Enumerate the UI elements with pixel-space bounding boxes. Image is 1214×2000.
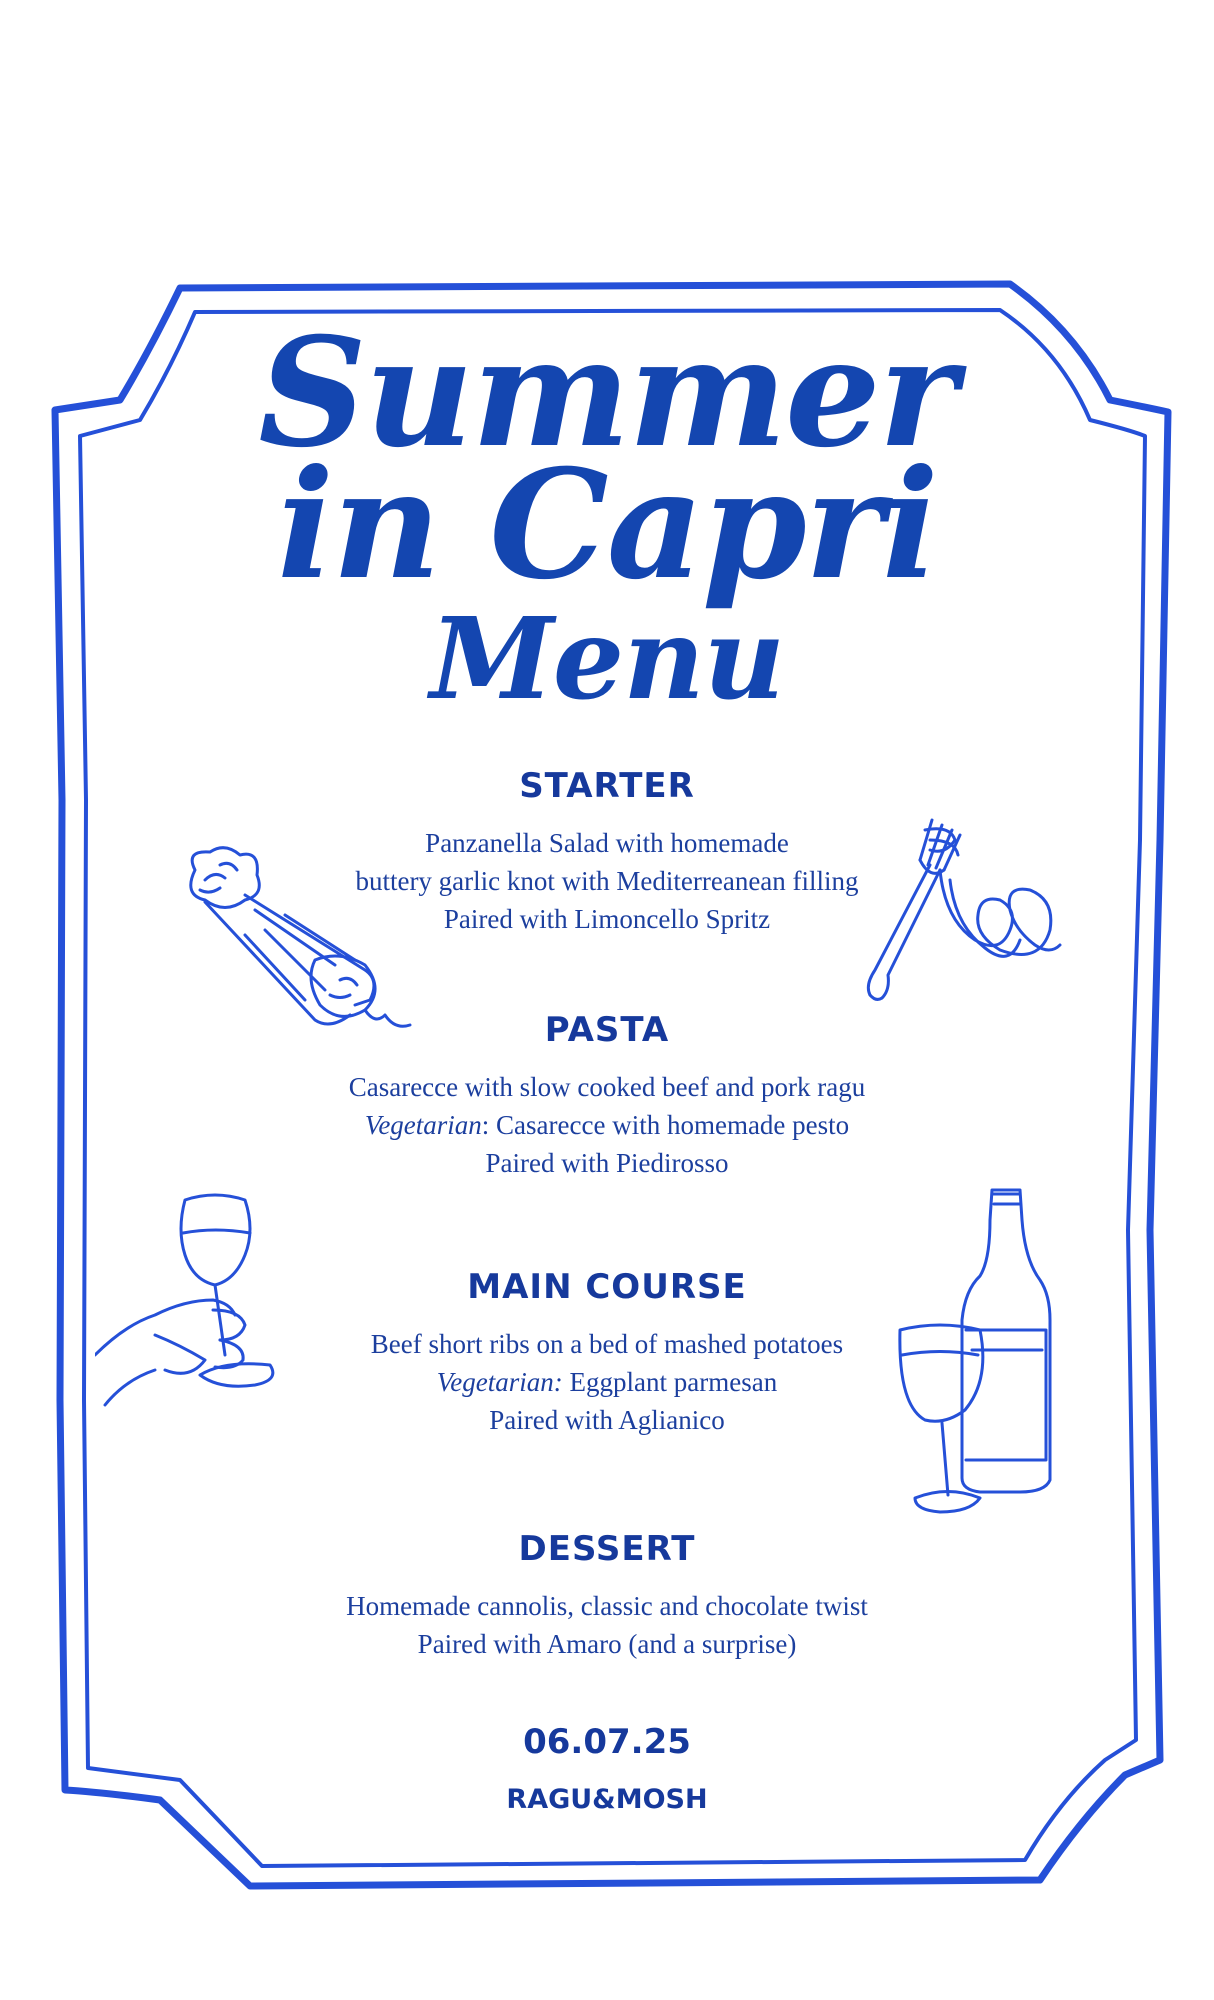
pairing-line: Paired with Limoncello Spritz [443,904,771,934]
vegetarian-text: : Casarecce with homemade pesto [481,1110,850,1140]
menu-item-line: Beef short ribs on a bed of mashed potatoes [370,1329,844,1359]
fork-with-spaghetti-icon [860,770,1100,1010]
pairing-line: Paired with Aglianico [489,1405,725,1435]
hand-holding-wine-glass-icon [95,1185,295,1415]
menu-item-line: Homemade cannolis, classic and chocolate twist [346,1591,868,1621]
menu-item-line: Casarecce with slow cooked beef and pork ragu [348,1072,866,1102]
vegetarian-line [0,1106,1214,1144]
pairing-line: Paired with Piedirosso [485,1148,729,1178]
vegetarian-text: Eggplant parmesan [562,1367,778,1397]
menu-item-line: Panzanella Salad with homemade [425,828,789,858]
dessert-section [0,1527,1214,1663]
section-heading: DESSERT [518,1529,696,1569]
title-line-2: in Capri [277,437,937,613]
wine-bottle-and-glass-icon [880,1180,1060,1530]
vegetarian-label: Vegetarian: [436,1367,563,1397]
pairing-line: Paired with Amaro (and a surprise) [417,1629,797,1659]
section-heading: PASTA [544,1010,670,1050]
vegetarian-label: Vegetarian [364,1110,482,1140]
title-line-3: Menu [429,594,785,725]
cannoli-icon [165,840,425,1060]
section-heading: STARTER [519,766,695,806]
title-line-1: Summer [258,305,956,481]
host-signature: RAGU&MOSH [506,1784,708,1815]
event-date: 06.07.25 [523,1722,691,1762]
section-heading: MAIN COURSE [467,1267,747,1307]
menu-item-line: buttery garlic knot with Mediterreanean filling [355,866,859,896]
